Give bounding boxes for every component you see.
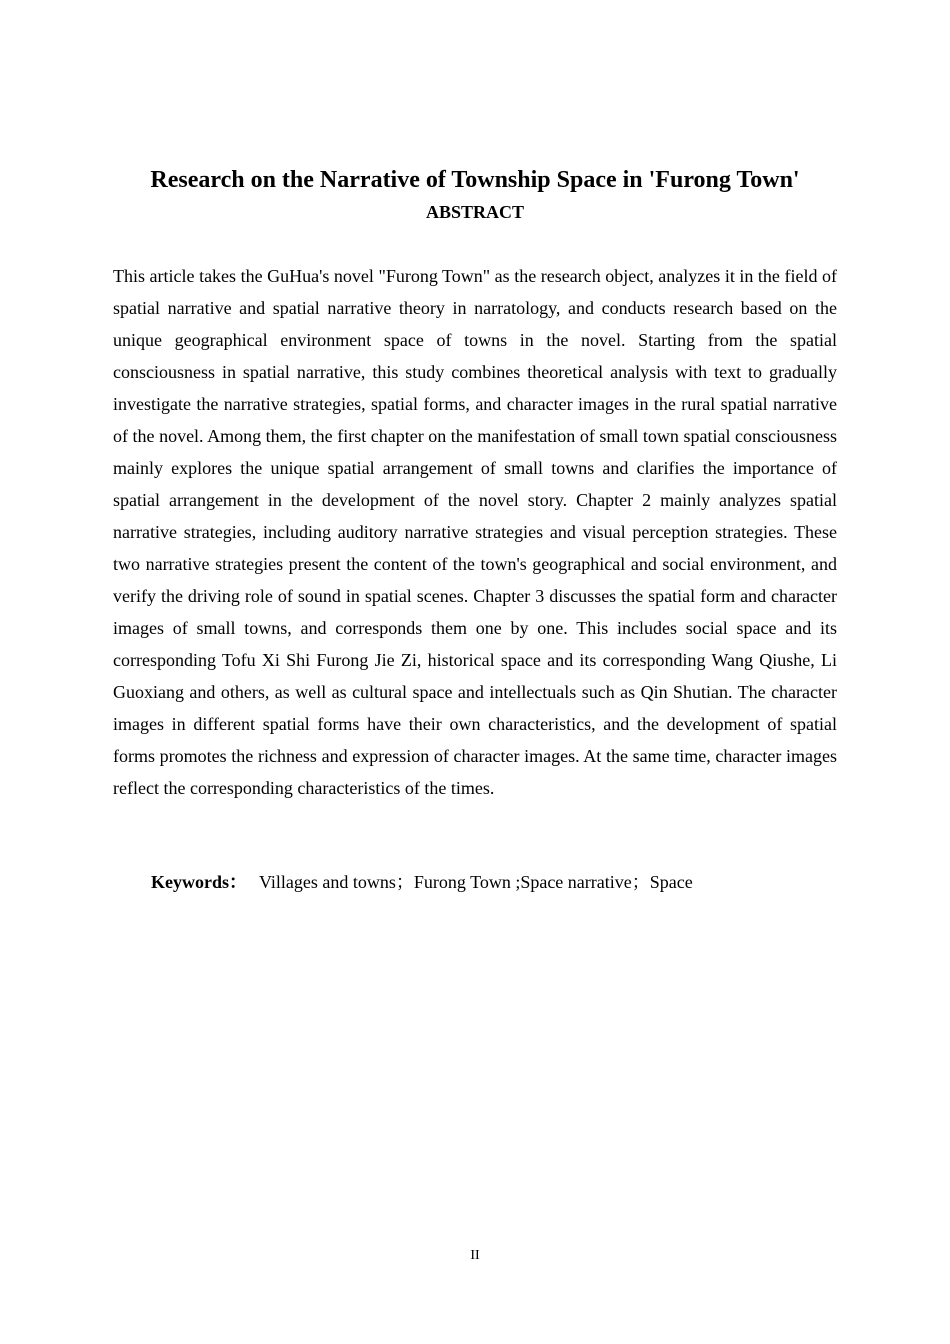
page-number: II [470,1248,480,1263]
keywords-label: Keywords： [151,872,247,892]
keywords-line [151,868,841,896]
paper-title: Research on the Narrative of Township Space in 'Furong Town' [150,167,800,193]
abstract-paragraph: This article takes the GuHua's novel "Furong Town" as the research object, analyzes it in the field of spatial narrative and spatial narrative theory in narratology, and conducts research based on the unique geographical environment space of towns in the novel. Starting from the spatial consciousness in spatial narrative, this study combines theoretical analysis with text to gradually investigate the narrative strategies, spatial forms, and character images in the rural spatial narrative of the novel. Among them, the first chapter on the manifestation of small town spatial consciousness mainly explores the unique spatial arrangement of small towns and clarifies the importance of spatial arrangement in the development of the novel story. Chapter 2 mainly analyzes spatial narrative strategies, including auditory narrative strategies and visual perception strategies. These two narrative strategies present the content of the town's geographical and social environment, and verify the driving role of sound in spatial scenes. Chapter 3 discusses the spatial form and character images of small towns, and corresponds them one by one. This includes social space and its corresponding Tofu Xi Shi Furong Jie Zi, historical space and its corresponding Wang Qiushe, Li Guoxiang and others, as well as cultural space and intellectuals such as Qin Shutian. The character images in different spatial forms have their own characteristics, and the development of spatial forms promotes the richness and expression of character images. At the same time, character images reflect the corresponding characteristics of the times. [113,266,837,798]
keywords-values: Villages and towns；Furong Town ;Space narrative；Space [259,872,693,892]
abstract-heading: ABSTRACT [425,202,525,222]
